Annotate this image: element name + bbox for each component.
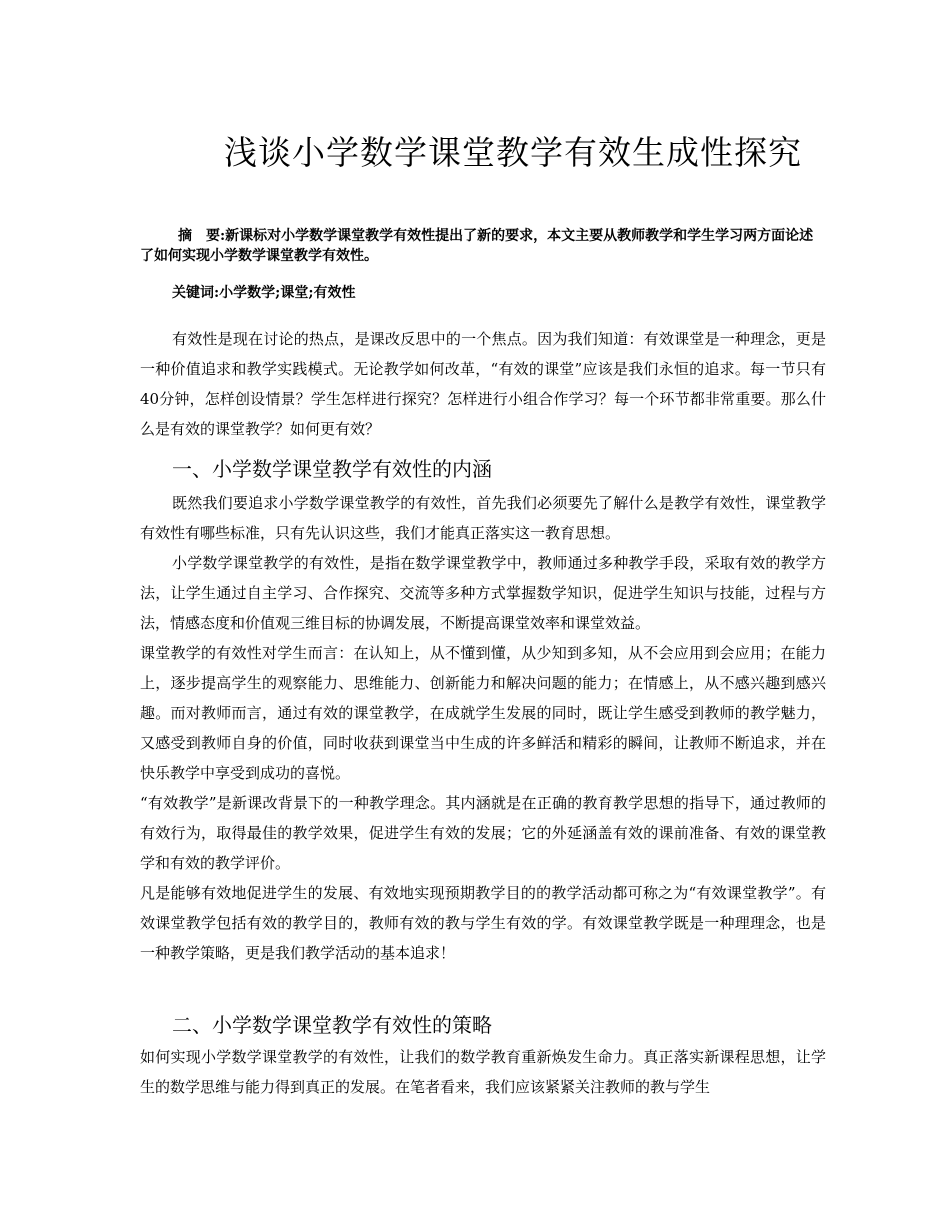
document-title: 浅谈小学数学课堂教学有效生成性探究: [224, 133, 802, 172]
section1-paragraph-3: 课堂教学的有效性对学生而言：在认知上，从不懂到懂，从少知到多知，从不会应用到会应用；在能力上，逐步提高学生的观察能力、思维能力、创新能力和解决问题的能力；在情感上，从不感兴趣到感兴趣。而对教师而言，通过有效的课堂教学，在成就学生发展的同时，既让学生感受到教师的教学魅力，又感受到教师自身的价值，同时收获到课堂当中生成的许多鲜活和精彩的瞬间，让教师不断追求，并在快乐教学中享受到成功的喜悦。: [140, 644, 826, 782]
section1-paragraph-1: 既然我们要追求小学数学课堂教学的有效性，首先我们必须要先了解什么是教学有效性，课堂教学有效性有哪些标准，只有先认识这些，我们才能真正落实这一教育思想。: [140, 494, 826, 542]
abstract-label: 摘 要:: [178, 228, 226, 244]
intro-block: [140, 324, 826, 444]
abstract-text: 新课标对小学数学课堂教学有效性提出了新的要求，本文主要从教师教学和学生学习两方面论述了如何实现小学数学课堂教学有效性。: [140, 228, 814, 264]
abstract: [140, 226, 820, 266]
section1-paragraph-4: “有效教学”是新课改背景下的一种教学理念。其内涵就是在正确的教育教学思想的指导下，通过教师的有效行为，取得最佳的教学效果，促进学生有效的发展；它的外延涵盖有效的课前准备、有效的课堂教学和有效的教学评价。: [140, 794, 826, 872]
section1-heading: 一、小学数学课堂教学有效性的内涵: [172, 457, 492, 481]
keywords-label: 关键词:: [172, 285, 220, 301]
section2-heading: 二、小学数学课堂教学有效性的策略: [172, 1013, 492, 1037]
section1-paragraph-5: 凡是能够有效地促进学生的发展、有效地实现预期教学目的的教学活动都可称之为“有效课堂教学”。有效课堂教学包括有效的教学目的，教师有效的教与学生有效的学。有效课堂教学既是一种理理念，也是一种教学策略，更是我们教学活动的基本追求！: [140, 884, 826, 962]
section1-paragraph-2: 小学数学课堂教学的有效性，是指在数学课堂教学中，教师通过多种教学手段，采取有效的教学方法，让学生通过自主学习、合作探究、交流等多种方式掌握数学知识，促进学生知识与技能，过程与方法，情感态度和价值观三维目标的协调发展，不断提高课堂效率和课堂效益。: [140, 554, 826, 632]
section1-block: [140, 488, 826, 968]
section2-paragraph-1: 如何实现小学数学课堂教学的有效性，让我们的数学教育重新焕发生命力。真正落实新课程思想，让学生的数学思维与能力得到真正的发展。在笔者看来，我们应该紧紧关注教师的教与学生: [140, 1048, 826, 1096]
keywords: [172, 283, 356, 303]
keywords-text: 小学数学;课堂;有效性: [219, 285, 356, 301]
section2-block: [140, 1042, 826, 1102]
intro-paragraph: 有效性是现在讨论的热点，是课改反思中的一个焦点。因为我们知道：有效课堂是一种理念，更是一种价值追求和教学实践模式。无论教学如何改革，“有效的课堂”应该是我们永恒的追求。每一节只有40分钟，怎样创设情景？学生怎样进行探究？怎样进行小组合作学习？每一个环节都非常重要。那么什么是有效的课堂教学？如何更有效？: [140, 330, 826, 438]
